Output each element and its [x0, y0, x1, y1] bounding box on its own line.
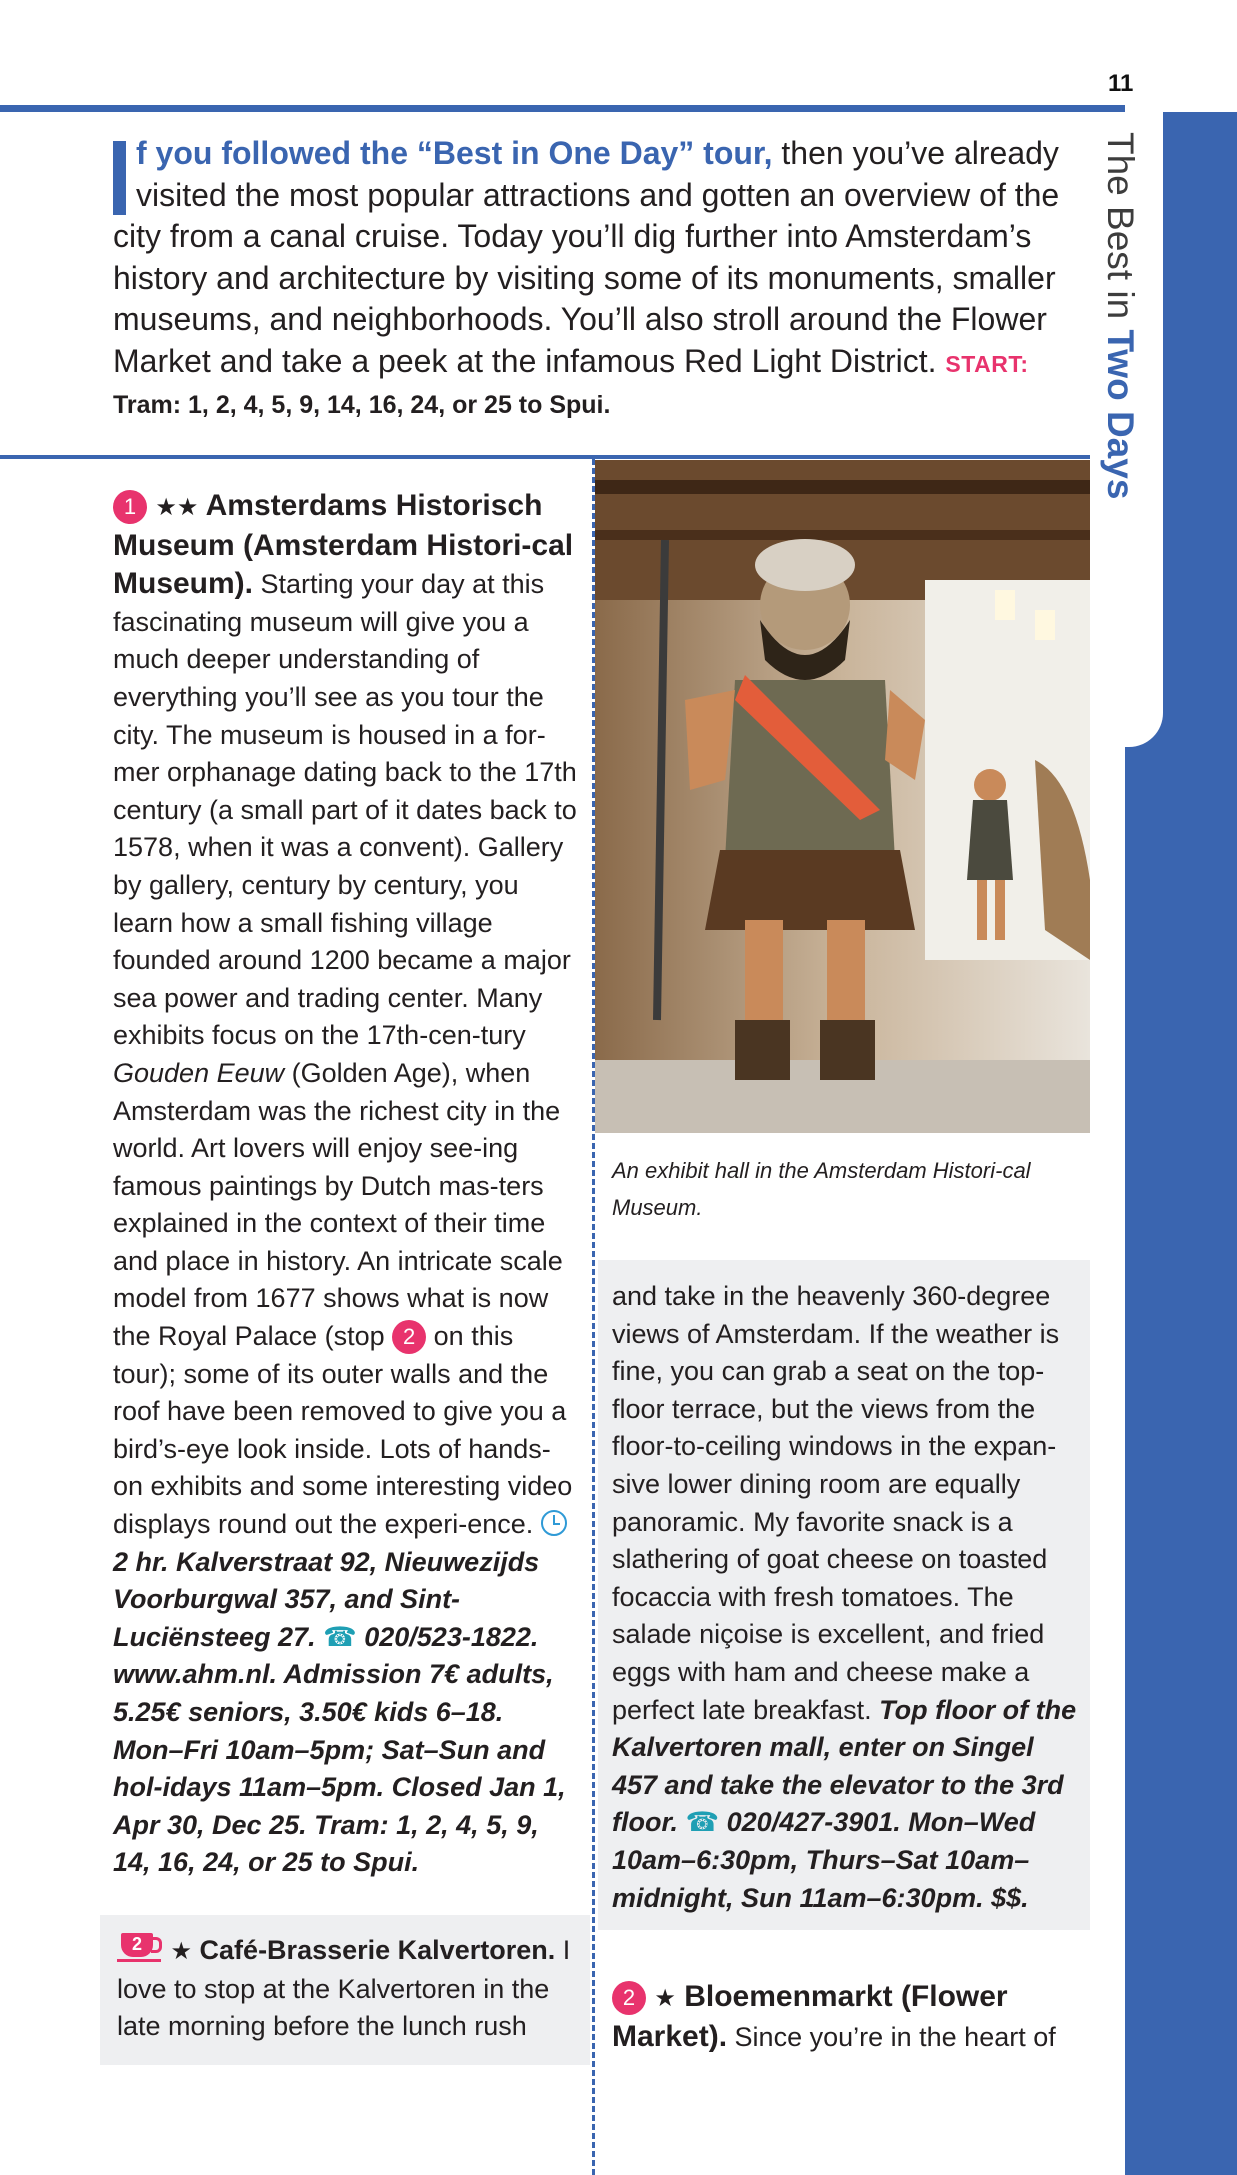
- contact-info: 020/523-1822. www.ahm.nl. Admission 7€ adults, 5.25€ seniors, 3.50€ kids 6–18. Mon–Fri 10am–5pm; Sat–Sun and hol-idays 11am–5pm. Closed Jan 1, Apr 30, Dec 25. Tram: 1, 2, 4, 5, 9, 14, 16, 24, or 25 to Spui.: [113, 1621, 566, 1878]
- start-tram: Tram: 1, 2, 4, 5, 9, 14, 16, 24, or 25 to Spui.: [113, 391, 611, 419]
- phone-icon: ☎: [685, 1807, 720, 1838]
- coffee-cup-icon: 2: [117, 1933, 163, 1963]
- stop-1-entry: 1 ★★ Amsterdams Historisch Museum (Amsterdam Histori-cal Museum). Starting your day at this fascinating museum will give you a much deeper understanding of everything you’ll see as you tour the city. The museum is housed in a for-mer orphanage dating back to the 17th century (a small part of it dates back to 1578, when it was a convent). Gallery by gallery, century by century, you learn how a small fishing village founded around 1200 became a major sea power and trading center. Many exhibits focus on the 17th-cen-tury Gouden Eeuw (Golden Age), when Amsterdam was the richest city in the world. Art lovers will enjoy see-ing famous paintings by Dutch mas-ters explained in the context of their time and place in history. An intricate scale model from 1677 shows what is now the Royal Palace (stop 2 on this tour); some of its outer walls and the roof have been removed to give you a bird’s-eye look inside. Lots of hands-on exhibits and some interesting video displays round out the experi-ence. 2 hr. Kalverstraat 92, Nieuwezijds Voorburgwal 357, and Sint-Luciënsteeg 27. ☎ 020/523-1822. www.ahm.nl. Admission 7€ adults, 5.25€ seniors, 3.50€ kids 6–18. Mon–Fri 10am–5pm; Sat–Sun and hol-idays 11am–5pm. Closed Jan 1, Apr 30, Dec 25. Tram: 1, 2, 4, 5, 9, 14, 16, 24, or 25 to Spui.: [113, 489, 577, 1878]
- drop-cap-bar: [113, 141, 126, 215]
- intro-text: then you’ve already visited the most popular attractions and gotten an overview of the city from a canal cruise. Today you’ll dig further into Amsterdam’s history and architecture by visiting some of its monuments, smaller museums, and neighborhoods. You’ll also stroll around the Flower Market and take a peek at the infamous Red Light District.: [113, 135, 1060, 379]
- rating-stars: ★: [654, 1985, 676, 2012]
- cafe-address: Top floor of the Kalvertoren mall, enter on Singel 457 and take the elevator to the 3rd floor.: [612, 1694, 1077, 1838]
- photo-caption: An exhibit hall in the Amsterdam Histori-cal Museum.: [612, 1158, 1031, 1220]
- section-rule: [0, 455, 1090, 459]
- stop-title: Bloemenmarkt (Flower Market).: [612, 1980, 1008, 2053]
- stop-title: Amsterdams Historisch Museum (Amsterdam Histori-cal Museum).: [113, 489, 574, 601]
- phone-icon: ☎: [323, 1621, 357, 1652]
- page-number: 11: [1108, 70, 1134, 97]
- intro-paragraph: [113, 133, 1073, 427]
- museum-photo: [595, 460, 1090, 1133]
- stop-reference-badge: 2: [392, 1320, 426, 1354]
- duration: 2 hr.: [113, 1546, 169, 1577]
- cafe-continued: and take in the heavenly 360-degree views of Amsterdam. If the weather is fine, you can grab a seat on the top-floor terrace, but the views from the floor-to-ceiling windows in the expan-sive lower dining room are equally panoramic. My favorite snack is a slathering of goat cheese on toasted focaccia with fresh tomatoes. The salade niçoise is excellent, and fried eggs with ham and cheese make a perfect late breakfast. Top floor of the Kalvertoren mall, enter on Singel 457 and take the elevator to the 3rd floor. ☎ 020/427-3901. Mon–Wed 10am–6:30pm, Thurs–Sat 10am–midnight, Sun 11am–6:30pm. $$.: [612, 1281, 1077, 1913]
- chapter-title: The Best in Two Days: [1100, 132, 1141, 500]
- clock-icon: [541, 1510, 567, 1536]
- cafe-contact: 020/427-3901. Mon–Wed 10am–6:30pm, Thurs–Sat 10am–midnight, Sun 11am–6:30pm. $$.: [612, 1807, 1036, 1913]
- start-label: START:: [945, 350, 1029, 377]
- rating-stars: ★: [170, 1938, 193, 1965]
- address-info: Kalverstraat 92, Nieuwezijds Voorburgwal 357, and Sint-Luciënsteeg 27.: [113, 1546, 540, 1652]
- stop-number-badge: 1: [113, 490, 147, 524]
- stop-2-entry: 2 ★ Bloemenmarkt (Flower Market). Since you’re in the heart of: [612, 1980, 1056, 2053]
- stop-number-badge: 2: [612, 1981, 646, 2015]
- cafe-entry: 2 ★ Café-Brasserie Kalvertoren. I love to stop at the Kalvertoren in the late morning before the lunch rush: [117, 1934, 571, 2042]
- cafe-title: Café-Brasserie Kalvertoren.: [199, 1935, 556, 1965]
- intro-lead: f you followed the “Best in One Day” tour,: [136, 135, 773, 171]
- giant-statue-illustration: [595, 460, 1090, 1133]
- rating-stars: ★★: [155, 494, 199, 521]
- top-rule: [0, 105, 1125, 112]
